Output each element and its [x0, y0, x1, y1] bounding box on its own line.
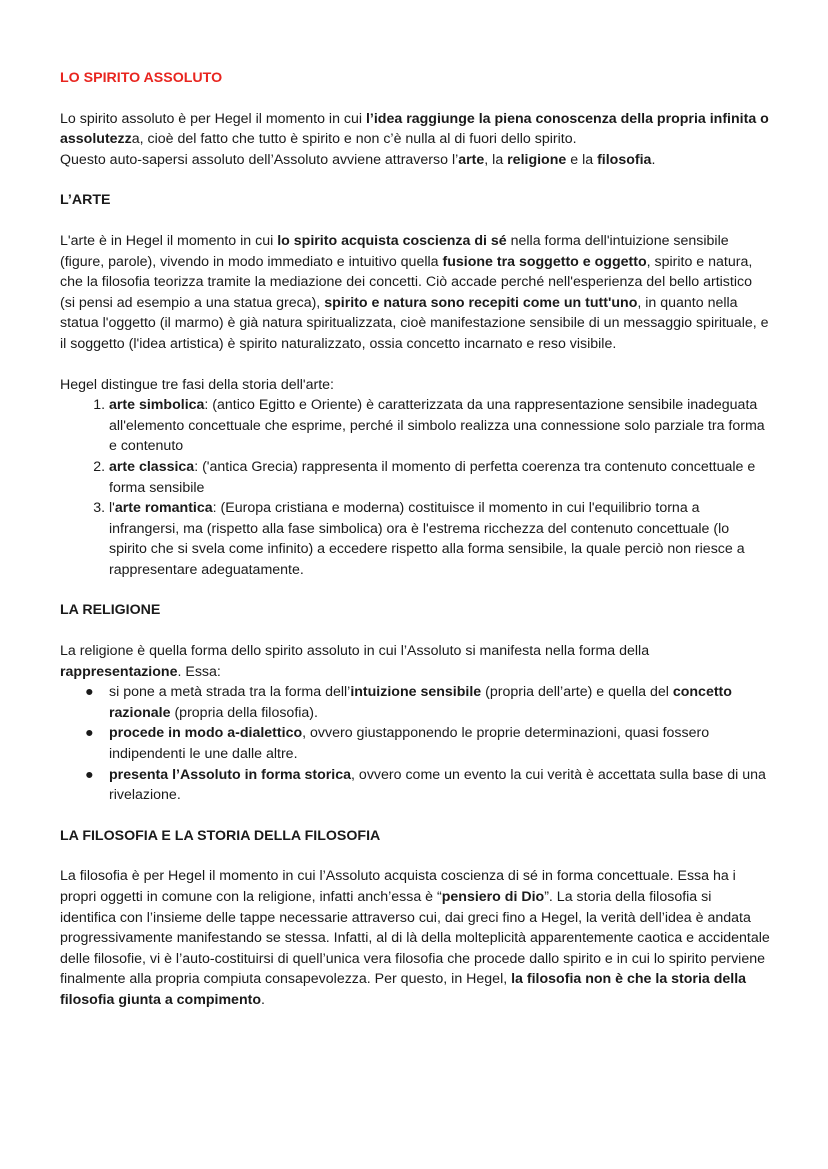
document-title: LO SPIRITO ASSOLUTO [60, 70, 223, 86]
bold-text: pensiero di Dio [441, 889, 545, 905]
bold-text: spirito e natura sono recepiti come un tutt'uno [324, 294, 638, 311]
text: , ovvero come un evento la cui verità è accettata sulla base di una rivelazione. [109, 766, 766, 804]
list-item [85, 765, 770, 806]
text: nella forma dell'intuizione sensibile (figure, parole), vivendo in modo immediato e intuitivo quella [60, 232, 729, 270]
bold-text: procede in modo a-dialettico [109, 725, 303, 742]
filosofia-paragraph [60, 866, 770, 1010]
text: a, cioè del fatto che tutto è spirito e non c’è nulla al di fuori dello spirito. [131, 131, 577, 148]
bold-text: rappresentazione [60, 663, 178, 680]
list-item [85, 723, 770, 764]
intro-paragraph-1 [60, 109, 770, 171]
bold-text: fusione tra soggetto e oggetto [442, 253, 647, 270]
arte-phases-list [60, 395, 770, 580]
text: si pone a metà strada tra la forma dell’ [109, 684, 351, 701]
section-heading-religione: LA RELIGIONE [60, 602, 161, 619]
bold-text: concetto razionale [109, 684, 732, 721]
text: . [651, 151, 656, 168]
text: : ('antica Grecia) rappresenta il momento di perfetta coerenza tra contenuto concettuale e forma sensibile [109, 458, 756, 496]
text: La religione è quella forma dello spirito assoluto in cui l’Assoluto si manifesta nella forma della [60, 643, 650, 660]
bold-text: lo spirito acquista coscienza di sé [277, 232, 507, 249]
section-heading-arte: L’ARTE [60, 192, 111, 209]
list-item [109, 395, 770, 457]
text: (propria della filosofia). [170, 704, 318, 721]
text: ”. La storia della filosofia si identifica con l’insieme delle tappe necessarie attraverso cui, dai greci fino a Hegel, la verità dell’idea è andata progressivamente manifestando se stessa. Infatti, al di là della molteplicità apparentemente caotica e accidentale delle filosofie, vi è l’auto-costituirsi di quell’unica vera filosofia che procede dallo spirito e in cui lo spirito perviene finalmente alla propria compiuta consapevolezza. Per questo, in Hegel, [60, 889, 770, 988]
religione-bullet-list [60, 682, 770, 806]
text: , ovvero giustapponendo le proprie determinazioni, quasi fossero indipendenti le une dalle altre. [109, 725, 710, 763]
text: : (Europa cristiana e moderna) costituisce il momento in cui l'equilibrio torna a infrangersi, ma (rispetto alla fase simbolica) ora è l'estrema ricchezza del contenuto concettuale (lo spirito che si svela come infinito) a eccedere rispetto alla forma sensibile, la quale perciò non riesce a rappresentare adeguatamente. [109, 500, 745, 578]
bold-text: filosofia [597, 151, 652, 168]
text: La filosofia è per Hegel il momento in cui l’Assoluto acquista coscienza di sé in forma concettuale. Essa ha i propri oggetti in comune con la religione, infatti anch’essa è “ [60, 868, 736, 905]
bullet-icon: ● [85, 684, 94, 701]
text: L'arte è in Hegel il momento in cui [60, 232, 278, 249]
list-item [109, 498, 770, 580]
bold-text: arte simbolica [109, 397, 205, 414]
list-item [109, 457, 770, 498]
document-page [60, 68, 770, 1031]
text: e la [566, 151, 598, 168]
bold-text: l’idea raggiunge la piena conoscenza della propria infinita o assolutezz [60, 110, 769, 148]
text: , la [484, 151, 508, 168]
bold-text: arte [458, 151, 485, 168]
text: . Essa: [177, 663, 221, 680]
text: : (antico Egitto e Oriente) è caratterizzata da una rappresentazione sensibile inadeguata all'elemento concettuale che esprime, perché il simbolo realizza una connessione solo parziale tra forma e contenuto [109, 397, 765, 455]
section-heading-filosofia: LA FILOSOFIA E LA STORIA DELLA FILOSOFIA [60, 827, 381, 844]
text: (propria dell’arte) e quella del [481, 684, 673, 701]
bold-text: arte romantica [114, 500, 213, 517]
text: , in quanto nella statua l'oggetto (il marmo) è già natura spiritualizzata, cioè manifestazione sensibile di un messaggio spirituale, e il soggetto (l'idea artistica) è spirito naturalizzato, ossia concetto incarnato e reso visibile. [60, 294, 769, 352]
text: . [261, 991, 265, 1008]
religione-paragraph [60, 641, 770, 682]
text: l' [109, 500, 115, 517]
arte-phases-intro: Hegel distingue tre fasi della storia dell'arte: [60, 376, 334, 393]
bold-text: presenta l’Assoluto in forma storica [109, 766, 352, 783]
arte-paragraph [60, 231, 770, 355]
bullet-icon: ● [85, 766, 94, 783]
bold-text: la filosofia non è che la storia della filosofia giunta a compimento [60, 971, 747, 1008]
bullet-icon: ● [85, 725, 94, 742]
text: Lo spirito assoluto è per Hegel il momento in cui [60, 110, 366, 127]
bold-text: intuizione sensibile [350, 684, 482, 701]
bold-text: religione [507, 151, 567, 168]
list-item [85, 682, 770, 723]
text: , spirito e natura, che la filosofia teorizza tramite la mediazione dei concetti. Ciò accade perché nell'esperienza del bello artistico (si pensi ad esempio a una statua greca), [60, 253, 753, 311]
bold-text: arte classica [109, 458, 195, 475]
text: Questo auto-sapersi assoluto dell’Assoluto avviene attraverso l’ [60, 151, 459, 168]
